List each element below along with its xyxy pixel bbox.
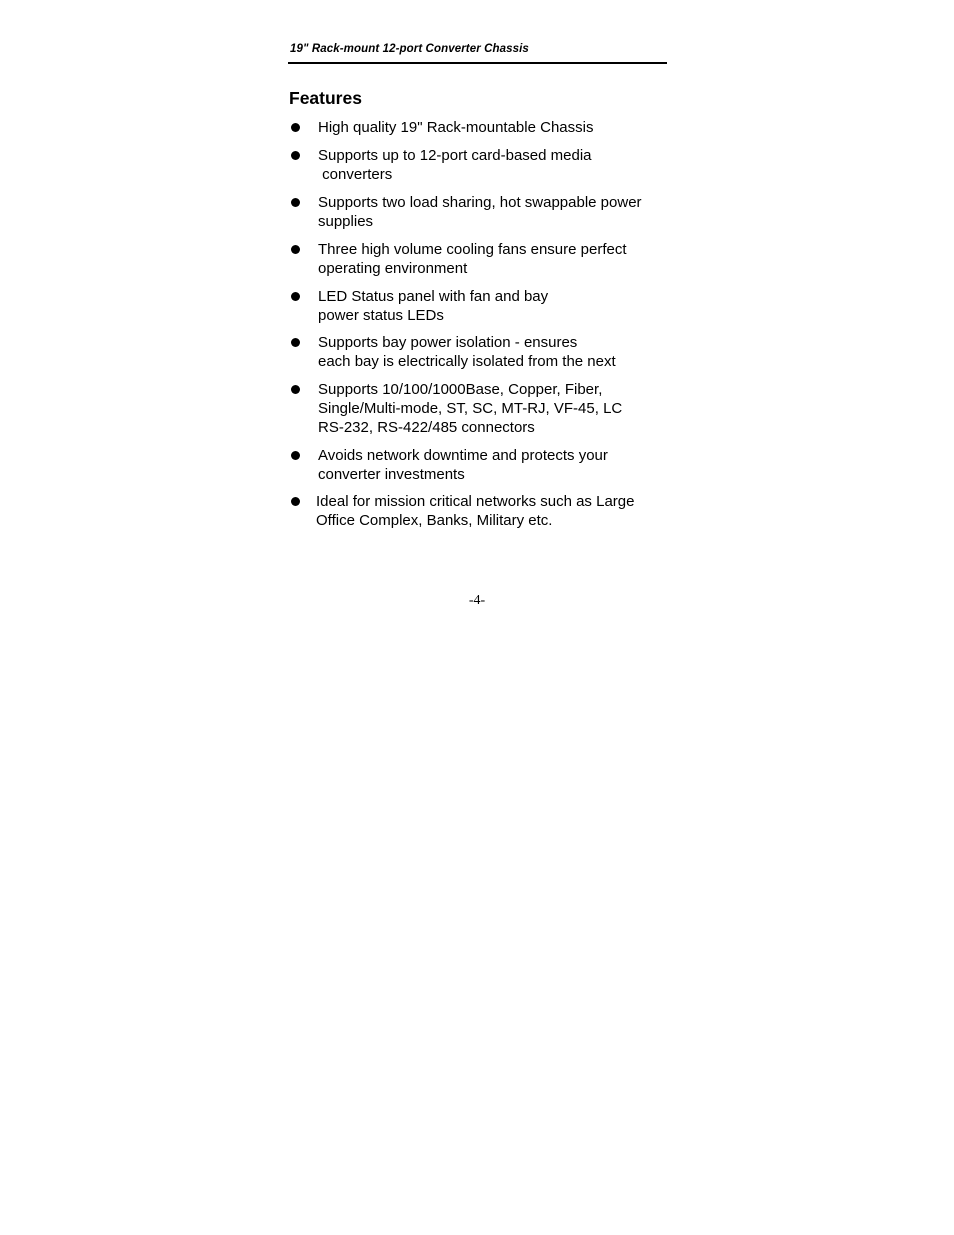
feature-text: Supports bay power isolation - ensures each bay is electrically isolated from the next (318, 334, 616, 370)
bullet-icon (291, 451, 300, 460)
bullet-icon (291, 292, 300, 301)
bullet-icon (291, 245, 300, 254)
feature-text: Supports two load sharing, hot swappable power supplies (318, 194, 642, 230)
page-number: -4- (468, 593, 486, 608)
feature-text: Supports 10/100/1000Base, Copper, Fiber, Single/Multi-mode, ST, SC, MT-RJ, VF-45, LC RS-232, RS-422/485 connectors (318, 381, 623, 436)
feature-text: High quality 19" Rack-mountable Chassis (318, 119, 594, 136)
feature-text: Supports up to 12-port card-based media converters (318, 147, 592, 183)
feature-text: Three high volume cooling fans ensure perfect operating environment (318, 241, 627, 277)
bullet-icon (291, 151, 300, 160)
bullet-icon (291, 385, 300, 394)
section-title: Features (289, 88, 362, 108)
bullet-icon (291, 123, 300, 132)
running-title: 19" Rack-mount 12-port Converter Chassis (290, 43, 529, 55)
feature-text: Avoids network downtime and protects your converter investments (318, 447, 608, 483)
page-header (288, 43, 667, 64)
bullet-icon (291, 198, 300, 207)
feature-text: Ideal for mission critical networks such as Large Office Complex, Banks, Military etc. (316, 493, 635, 529)
bullet-icon (291, 497, 300, 506)
bullet-icon (291, 338, 300, 347)
feature-text: LED Status panel with fan and bay power status LEDs (318, 288, 549, 324)
